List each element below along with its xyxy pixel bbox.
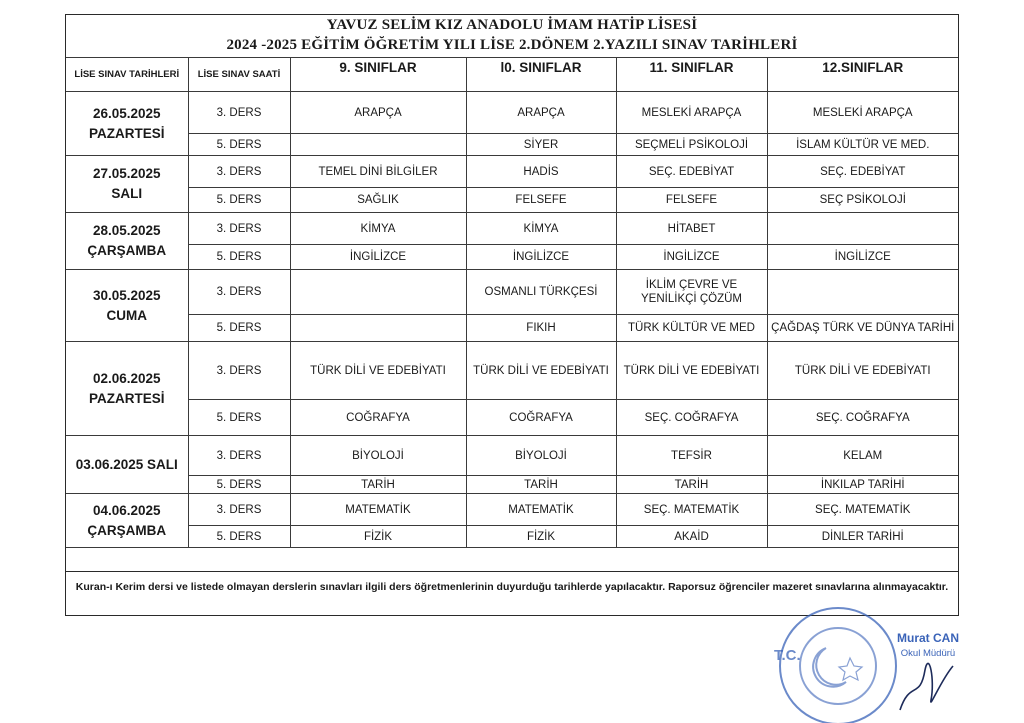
header-grade-11: 11. SINIFLAR: [616, 58, 767, 92]
header-row: [66, 58, 958, 92]
period-cell: 5. DERS: [188, 134, 290, 156]
signature-scribble: [900, 663, 953, 710]
grade-10-cell: HADİS: [466, 156, 616, 188]
grade-10-cell: FELSEFE: [466, 188, 616, 213]
seal-tc-text: T.C.: [774, 647, 801, 664]
grade-9-cell: [290, 270, 466, 315]
period-cell: 3. DERS: [188, 494, 290, 526]
header-time: LİSE SINAV SAATİ: [188, 58, 290, 92]
exam-date: 02.06.2025: [92, 370, 161, 386]
grade-12-cell: İNKILAP TARİHİ: [767, 476, 958, 494]
exam-weekday: PAZARTESİ: [88, 390, 165, 406]
grade-9-cell: KİMYA: [290, 213, 466, 245]
grade-12-cell: SEÇ. EDEBİYAT: [767, 156, 958, 188]
period-cell: 5. DERS: [188, 400, 290, 436]
header-grade-12: 12.SINIFLAR: [767, 58, 958, 92]
exam-date-cell: [66, 213, 188, 270]
period-cell: 5. DERS: [188, 315, 290, 342]
signer-name: Murat CAN: [897, 631, 959, 645]
grade-11-cell: TÜRK KÜLTÜR VE MED: [616, 315, 767, 342]
exam-date-cell: [66, 156, 188, 213]
header-grade-10: l0. SINIFLAR: [466, 58, 616, 92]
grade-12-cell: MESLEKİ ARAPÇA: [767, 92, 958, 134]
grade-9-cell: TÜRK DİLİ VE EDEBİYATI: [290, 342, 466, 400]
grade-12-cell: ÇAĞDAŞ TÜRK VE DÜNYA TARİHİ: [767, 315, 958, 342]
grade-10-cell: SİYER: [466, 134, 616, 156]
grade-10-cell: BİYOLOJİ: [466, 436, 616, 476]
period-cell: 3. DERS: [188, 213, 290, 245]
table-row: [66, 134, 958, 156]
period-cell: 3. DERS: [188, 92, 290, 134]
grade-11-cell: SEÇ. EDEBİYAT: [616, 156, 767, 188]
exam-date-cell: [66, 342, 188, 436]
grade-10-cell: TÜRK DİLİ VE EDEBİYATI: [466, 342, 616, 400]
table-row: [66, 245, 958, 270]
exam-date: 03.06.2025 SALI: [75, 456, 178, 472]
header-date: LİSE SINAV TARİHLERİ: [66, 58, 188, 92]
table-row: [66, 476, 958, 494]
exam-date: 28.05.2025: [92, 223, 161, 238]
period-cell: 5. DERS: [188, 476, 290, 494]
period-cell: 3. DERS: [188, 342, 290, 400]
star-icon: [839, 658, 862, 680]
table-row: [66, 526, 958, 548]
table-row: [66, 315, 958, 342]
period-cell: 5. DERS: [188, 526, 290, 548]
exam-schedule-document: [65, 14, 959, 616]
grade-12-cell: İSLAM KÜLTÜR VE MED.: [767, 134, 958, 156]
grade-10-cell: ARAPÇA: [466, 92, 616, 134]
table-row: [66, 270, 958, 315]
grade-9-cell: [290, 315, 466, 342]
exam-weekday: CUMA: [106, 307, 147, 323]
grade-9-cell: FİZİK: [290, 526, 466, 548]
table-row: [66, 436, 958, 476]
exam-weekday: ÇARŞAMBA: [87, 243, 167, 258]
table-row: [66, 400, 958, 436]
grade-12-cell: SEÇ PSİKOLOJİ: [767, 188, 958, 213]
grade-12-cell: TÜRK DİLİ VE EDEBİYATI: [767, 342, 958, 400]
period-cell: 3. DERS: [188, 436, 290, 476]
grade-11-cell: TEFSİR: [616, 436, 767, 476]
period-cell: 5. DERS: [188, 245, 290, 270]
grade-12-cell: SEÇ. COĞRAFYA: [767, 400, 958, 436]
grade-11-cell: İNGİLİZCE: [616, 245, 767, 270]
grade-9-cell: ARAPÇA: [290, 92, 466, 134]
document-title: 2024 -2025 EĞİTİM ÖĞRETİM YILI LİSE 2.DÖNEM 2.YAZILI SINAV TARİHLERİ: [226, 37, 798, 53]
exam-date-cell: [66, 270, 188, 342]
grade-9-cell: TARİH: [290, 476, 466, 494]
grade-11-cell: SEÇMELİ PSİKOLOJİ: [616, 134, 767, 156]
grade-12-cell: [767, 270, 958, 315]
period-cell: 3. DERS: [188, 156, 290, 188]
exam-date-cell: [66, 436, 188, 494]
grade-10-cell: FIKIH: [466, 315, 616, 342]
grade-12-cell: DİNLER TARİHİ: [767, 526, 958, 548]
seal-inner-ring: [800, 628, 876, 704]
grade-11-cell: SEÇ. COĞRAFYA: [616, 400, 767, 436]
table-row: [66, 342, 958, 400]
signer-title: Okul Müdürü: [900, 648, 956, 659]
grade-10-cell: MATEMATİK: [466, 494, 616, 526]
exam-weekday: PAZARTESİ: [88, 125, 165, 141]
header-grade-9: 9. SINIFLAR: [290, 58, 466, 92]
grade-9-cell: COĞRAFYA: [290, 400, 466, 436]
table-row: [66, 213, 958, 245]
table-row: [66, 156, 958, 188]
grade-11-cell: TÜRK DİLİ VE EDEBİYATI: [616, 342, 767, 400]
grade-12-cell: İNGİLİZCE: [767, 245, 958, 270]
grade-11-cell: FELSEFE: [616, 188, 767, 213]
grade-9-cell: BİYOLOJİ: [290, 436, 466, 476]
grade-10-cell: COĞRAFYA: [466, 400, 616, 436]
official-stamp-signature: [750, 600, 980, 723]
exam-weekday: SALI: [111, 186, 143, 201]
grade-9-cell: MATEMATİK: [290, 494, 466, 526]
grade-10-cell: KİMYA: [466, 213, 616, 245]
exam-date: 04.06.2025: [92, 502, 161, 518]
seal-stamp: [774, 608, 896, 723]
exam-date: 30.05.2025: [92, 287, 161, 303]
period-cell: 5. DERS: [188, 188, 290, 213]
exam-schedule-table: [66, 57, 958, 548]
exam-date: 27.05.2025: [92, 166, 161, 181]
table-row: [66, 188, 958, 213]
footnote: Kuran-ı Kerim dersi ve listede olmayan derslerin sınavları ilgili ders öğretmenlerinin duyurduğu tarihlerde yapılacaktır. Raporsuz öğrenciler mazeret sınavlarına alınmayacaktır.: [66, 571, 958, 596]
grade-9-cell: İNGİLİZCE: [290, 245, 466, 270]
grade-10-cell: İNGİLİZCE: [466, 245, 616, 270]
table-row: [66, 92, 958, 134]
grade-11-cell: İKLİM ÇEVRE VE YENİLİKÇİ ÇÖZÜM: [616, 270, 767, 315]
grade-11-cell: HİTABET: [616, 213, 767, 245]
school-name: YAVUZ SELİM KIZ ANADOLU İMAM HATİP LİSESİ: [326, 17, 698, 33]
grade-12-cell: KELAM: [767, 436, 958, 476]
exam-weekday: ÇARŞAMBA: [87, 522, 167, 538]
grade-9-cell: SAĞLIK: [290, 188, 466, 213]
exam-date-cell: [66, 92, 188, 156]
period-cell: 3. DERS: [188, 270, 290, 315]
grade-12-cell: [767, 213, 958, 245]
grade-11-cell: MESLEKİ ARAPÇA: [616, 92, 767, 134]
grade-9-cell: TEMEL DİNİ BİLGİLER: [290, 156, 466, 188]
exam-date: 26.05.2025: [92, 105, 161, 121]
grade-11-cell: AKAİD: [616, 526, 767, 548]
grade-11-cell: SEÇ. MATEMATİK: [616, 494, 767, 526]
grade-12-cell: SEÇ. MATEMATİK: [767, 494, 958, 526]
grade-10-cell: OSMANLI TÜRKÇESİ: [466, 270, 616, 315]
grade-9-cell: [290, 134, 466, 156]
grade-11-cell: TARİH: [616, 476, 767, 494]
exam-date-cell: [66, 494, 188, 548]
grade-10-cell: TARİH: [466, 476, 616, 494]
table-row: [66, 494, 958, 526]
grade-10-cell: FİZİK: [466, 526, 616, 548]
seal-outer-ring: [780, 608, 896, 723]
